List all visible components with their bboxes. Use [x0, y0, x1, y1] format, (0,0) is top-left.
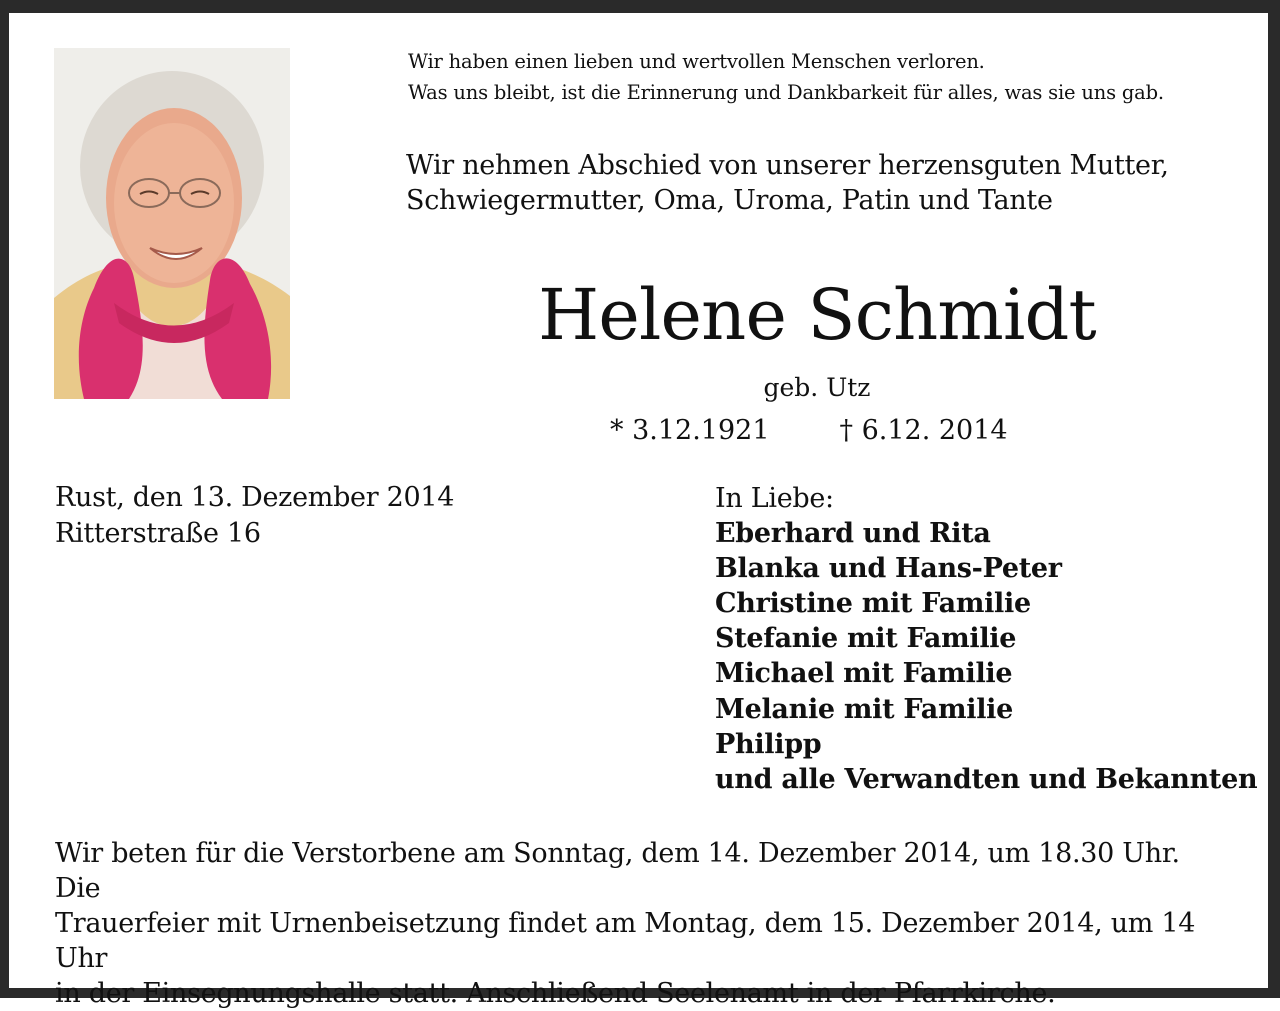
intro-line-2: Was uns bleibt, ist die Erinnerung und Dankbarkeit für alles, was sie uns gab. — [408, 81, 1164, 104]
mourner-name: und alle Verwandten und Bekannten — [715, 763, 1258, 795]
service-line-2: Trauerfeier mit Urnenbeisetzung findet am Montag, dem 15. Dezember 2014, um 14 Uhr — [55, 908, 1196, 974]
maiden-name: geb. Utz — [763, 373, 871, 402]
farewell-text — [406, 148, 1169, 218]
place-date-line: Rust, den 13. Dezember 2014 — [55, 482, 455, 513]
intro-quote — [408, 46, 1164, 108]
mourner-name: Melanie mit Familie — [715, 693, 1013, 725]
mourners-block — [715, 481, 1257, 797]
place-and-date — [55, 480, 454, 552]
service-announcement — [55, 836, 1230, 1011]
death-date: † 6.12. 2014 — [839, 415, 1008, 446]
intro-line-1: Wir haben einen lieben und wertvollen Menschen verloren. — [408, 50, 985, 73]
service-line-3: in der Einsegnungshalle statt. Anschließend Seelenamt in der Pfarrkirche. — [55, 978, 1056, 1009]
farewell-line-1: Wir nehmen Abschied von unserer herzensguten Mutter, — [406, 150, 1169, 181]
mourner-name: Eberhard und Rita — [715, 518, 991, 550]
mourners-heading: In Liebe: — [715, 483, 834, 514]
mourner-name: Christine mit Familie — [715, 588, 1031, 620]
life-dates — [610, 412, 1008, 450]
deceased-name: Helene Schmidt — [538, 274, 1096, 356]
mourner-name: Michael mit Familie — [715, 658, 1013, 690]
mourner-name: Philipp — [715, 728, 822, 760]
mourner-name: Stefanie mit Familie — [715, 623, 1017, 655]
farewell-line-2: Schwiegermutter, Oma, Uroma, Patin und Tante — [406, 185, 1053, 216]
mourner-name: Blanka und Hans-Peter — [715, 553, 1062, 585]
birth-date: * 3.12.1921 — [610, 415, 770, 446]
address-line: Ritterstraße 16 — [55, 518, 261, 549]
service-line-1: Wir beten für die Verstorbene am Sonntag, dem 14. Dezember 2014, um 18.30 Uhr. Die — [55, 838, 1180, 904]
